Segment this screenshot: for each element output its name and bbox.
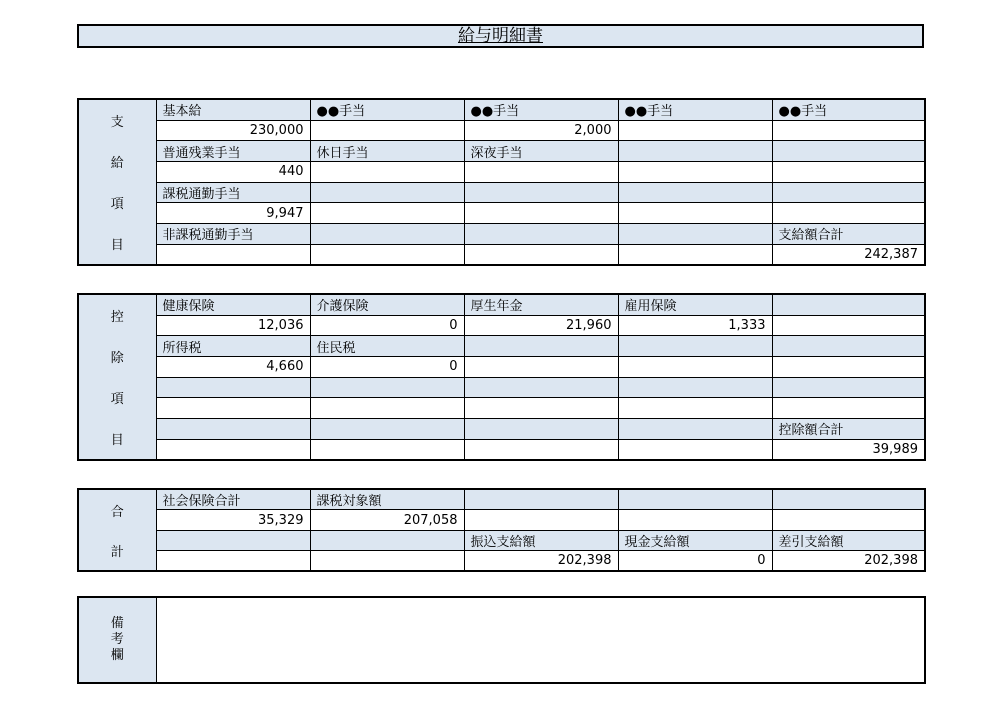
deduction-label-cell: 控除額合計 (772, 419, 925, 440)
deduction-label-cell (310, 419, 464, 440)
payment-label-cell (772, 182, 925, 203)
payment-value-cell[interactable] (310, 120, 464, 141)
payment-value-cell[interactable] (310, 162, 464, 183)
document-title (77, 24, 924, 48)
totals-label-cell (310, 530, 464, 550)
memo-field[interactable] (156, 597, 925, 683)
deduction-label-cell: 健康保険 (156, 294, 310, 315)
payment-label-cell (618, 182, 772, 203)
deduction-label-cell: 所得税 (156, 336, 310, 357)
deduction-label-cell (464, 419, 618, 440)
deduction-label-cell (772, 377, 925, 398)
payment-value-cell[interactable] (772, 120, 925, 141)
payment-label-cell: ●●手当 (618, 99, 772, 120)
deduction-value-cell[interactable] (310, 439, 464, 460)
deduction-label-cell (464, 336, 618, 357)
side-char: 計 (110, 544, 124, 560)
deduction-value-cell[interactable] (464, 357, 618, 378)
payment-label-cell: 支給額合計 (772, 224, 925, 245)
deduction-value-cell[interactable]: 12,036 (156, 315, 310, 336)
memo-table (77, 596, 926, 684)
side-char: 欄 (110, 648, 124, 663)
totals-value-cell[interactable] (618, 510, 772, 530)
payment-label-cell (618, 224, 772, 245)
side-char: 備 (110, 616, 124, 631)
memo-side-label (78, 597, 156, 683)
payment-label-cell: 普通残業手当 (156, 141, 310, 162)
payment-label-cell: 休日手当 (310, 141, 464, 162)
deduction-label-cell (772, 294, 925, 315)
side-char: 給 (110, 156, 124, 171)
payment-label-cell: ●●手当 (772, 99, 925, 120)
totals-label-cell: 社会保険合計 (156, 489, 310, 510)
title-text: 給与明細書 (458, 26, 543, 46)
deduction-value-cell[interactable]: 1,333 (618, 315, 772, 336)
deduction-value-cell[interactable] (618, 439, 772, 460)
payment-label-cell (310, 182, 464, 203)
totals-side-label (78, 489, 156, 571)
deduction-label-cell (464, 377, 618, 398)
payment-value-cell[interactable] (156, 244, 310, 265)
totals-label-cell: 差引支給額 (772, 530, 925, 550)
deduction-value-cell[interactable] (156, 398, 310, 419)
payment-value-cell[interactable] (772, 203, 925, 224)
side-char: 考 (110, 632, 124, 647)
totals-value-cell[interactable] (464, 510, 618, 530)
totals-value-cell[interactable]: 207,058 (310, 510, 464, 530)
totals-value-cell[interactable]: 202,398 (772, 551, 925, 571)
payment-label-cell (464, 224, 618, 245)
deduction-label-cell (156, 377, 310, 398)
payment-label-cell (618, 141, 772, 162)
payment-label-cell (464, 182, 618, 203)
side-char: 控 (110, 310, 124, 325)
deduction-label-cell (618, 336, 772, 357)
deduction-label-cell (310, 377, 464, 398)
totals-value-cell[interactable]: 202,398 (464, 551, 618, 571)
deduction-label-cell (772, 336, 925, 357)
payment-label-cell: 課税通勤手当 (156, 182, 310, 203)
totals-table (77, 488, 926, 572)
payment-value-cell[interactable]: 242,387 (772, 244, 925, 265)
deduction-table (77, 293, 926, 461)
payment-value-cell[interactable] (310, 203, 464, 224)
side-char: 支 (110, 115, 124, 130)
deduction-value-cell[interactable] (464, 398, 618, 419)
deduction-label-cell (618, 419, 772, 440)
deduction-label-cell: 厚生年金 (464, 294, 618, 315)
deduction-side-label (78, 294, 156, 460)
totals-label-cell: 課税対象額 (310, 489, 464, 510)
deduction-label-cell (156, 419, 310, 440)
totals-label-cell: 現金支給額 (618, 530, 772, 550)
totals-value-cell[interactable] (310, 551, 464, 571)
payment-label-cell: ●●手当 (310, 99, 464, 120)
side-char: 目 (110, 433, 124, 448)
deduction-value-cell[interactable]: 39,989 (772, 439, 925, 460)
payment-value-cell[interactable] (618, 244, 772, 265)
payment-label-cell (310, 224, 464, 245)
payment-side-label (78, 99, 156, 265)
payment-value-cell[interactable] (464, 203, 618, 224)
totals-value-cell[interactable] (156, 551, 310, 571)
deduction-label-cell: 雇用保険 (618, 294, 772, 315)
payment-value-cell[interactable]: 9,947 (156, 203, 310, 224)
deduction-value-cell[interactable]: 0 (310, 357, 464, 378)
totals-value-cell[interactable]: 35,329 (156, 510, 310, 530)
payment-label-cell: 基本給 (156, 99, 310, 120)
payment-label-cell: 非課税通勤手当 (156, 224, 310, 245)
payment-value-cell[interactable] (618, 203, 772, 224)
totals-value-cell[interactable] (772, 510, 925, 530)
deduction-value-cell[interactable]: 4,660 (156, 357, 310, 378)
totals-label-cell: 振込支給額 (464, 530, 618, 550)
deduction-label-cell: 介護保険 (310, 294, 464, 315)
totals-label-cell (772, 489, 925, 510)
payment-table (77, 98, 926, 266)
deduction-label-cell: 住民税 (310, 336, 464, 357)
deduction-label-cell (618, 377, 772, 398)
deduction-value-cell[interactable] (772, 398, 925, 419)
totals-label-cell (464, 489, 618, 510)
deduction-value-cell[interactable] (156, 439, 310, 460)
payment-value-cell[interactable] (464, 162, 618, 183)
payment-value-cell[interactable] (618, 120, 772, 141)
payment-value-cell[interactable] (618, 162, 772, 183)
side-char: 目 (110, 238, 124, 253)
side-char: 除 (110, 351, 124, 366)
deduction-value-cell[interactable] (464, 439, 618, 460)
deduction-value-cell[interactable] (618, 398, 772, 419)
deduction-value-cell[interactable] (310, 398, 464, 419)
payment-value-cell[interactable] (464, 244, 618, 265)
payment-value-cell[interactable]: 440 (156, 162, 310, 183)
payment-value-cell[interactable]: 230,000 (156, 120, 310, 141)
deduction-value-cell[interactable] (772, 315, 925, 336)
payment-value-cell[interactable] (772, 162, 925, 183)
side-char: 項 (110, 197, 124, 212)
payment-label-cell: 深夜手当 (464, 141, 618, 162)
payment-value-cell[interactable]: 2,000 (464, 120, 618, 141)
deduction-value-cell[interactable] (772, 357, 925, 378)
side-char: 項 (110, 392, 124, 407)
payment-label-cell: ●●手当 (464, 99, 618, 120)
side-char: 合 (110, 504, 124, 520)
deduction-value-cell[interactable] (618, 357, 772, 378)
deduction-value-cell[interactable]: 0 (310, 315, 464, 336)
deduction-value-cell[interactable]: 21,960 (464, 315, 618, 336)
totals-label-cell (156, 530, 310, 550)
totals-value-cell[interactable]: 0 (618, 551, 772, 571)
totals-label-cell (618, 489, 772, 510)
payment-label-cell (772, 141, 925, 162)
payment-value-cell[interactable] (310, 244, 464, 265)
